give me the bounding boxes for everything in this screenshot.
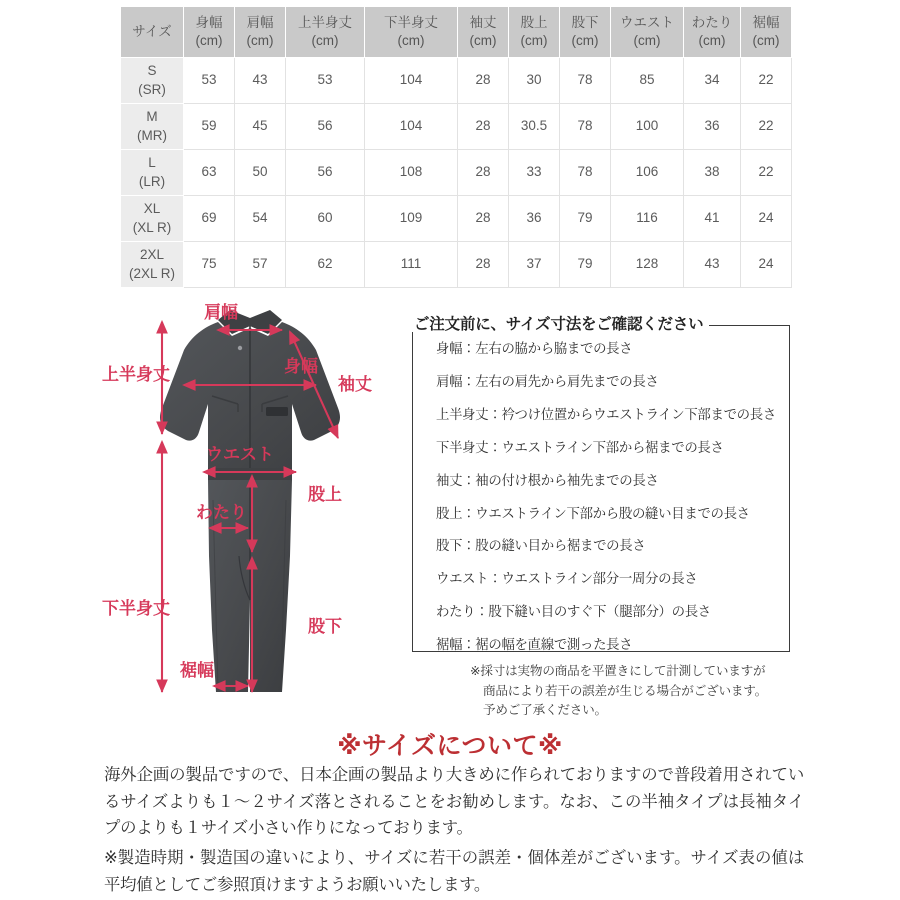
cell-waist: 116 (611, 196, 684, 242)
column-header-line2: (cm) (246, 33, 274, 48)
cell-mihaba: 59 (184, 104, 235, 150)
row-header-size (121, 196, 184, 242)
cell-katahaba: 54 (235, 196, 286, 242)
table-row (121, 104, 792, 150)
definition-list (436, 342, 780, 671)
column-header-line2: (cm) (311, 33, 339, 48)
size-chart-header (121, 7, 792, 58)
table-row (121, 150, 792, 196)
cell-waist: 85 (611, 58, 684, 104)
cell-matagami: 33 (509, 150, 560, 196)
table-header-row (121, 7, 792, 58)
column-header-line1: 裾幅 (752, 14, 780, 30)
column-header-kahanshintake (365, 7, 458, 58)
column-header-johanshintake (286, 7, 365, 58)
cell-mihaba: 69 (184, 196, 235, 242)
cell-johanshintake: 56 (286, 150, 365, 196)
table-row (121, 58, 792, 104)
info-box-title: ご注文前に、サイズ寸法をご確認ください (414, 312, 709, 334)
column-header-susohaba (741, 7, 792, 58)
size-label-primary: M (146, 109, 158, 125)
label-matashita: 股下 (308, 617, 342, 636)
disclaimer-line: 商品により若干の誤差が生じる場合がございます。 (483, 683, 768, 698)
size-label-secondary: (2XL R) (128, 265, 175, 281)
column-header-line1: 股下 (571, 14, 599, 30)
column-header-matagami (509, 7, 560, 58)
row-header-size (121, 58, 184, 104)
column-header-watari (684, 7, 741, 58)
label-watari: わたり (196, 503, 247, 522)
size-chart-body (121, 58, 792, 288)
size-chart-table (120, 6, 792, 288)
cell-susohaba: 24 (741, 196, 792, 242)
size-chart-table-container (120, 6, 785, 288)
label-susohaba: 裾幅 (180, 661, 214, 680)
column-header-line2: (cm) (698, 33, 726, 48)
column-header-katahaba (235, 7, 286, 58)
cell-mihaba: 63 (184, 150, 235, 196)
cell-watari: 38 (684, 150, 741, 196)
cell-susohaba: 22 (741, 58, 792, 104)
cell-matashita: 79 (560, 196, 611, 242)
size-label-secondary: (XL R) (132, 219, 172, 235)
column-header-sodetake (458, 7, 509, 58)
cell-waist: 128 (611, 242, 684, 288)
column-header-mihaba (184, 7, 235, 58)
measurement-definitions-box (408, 312, 790, 652)
about-size-note: ※製造時期・製造国の違いにより、サイズに若干の誤差・個体差がございます。サイズ表の値は平均値としてご参照頂けますようお願いいたします。 (104, 849, 804, 894)
cell-johanshintake: 53 (286, 58, 365, 104)
cell-sodetake: 28 (458, 196, 509, 242)
size-label-primary: 2XL (139, 247, 165, 263)
cell-susohaba: 24 (741, 242, 792, 288)
cell-matashita: 78 (560, 150, 611, 196)
cell-johanshintake: 56 (286, 104, 365, 150)
label-sodetake: 袖丈 (338, 375, 372, 394)
definition-item: 肩幅：左右の肩先から肩先までの長さ (436, 373, 659, 389)
cell-johanshintake: 62 (286, 242, 365, 288)
column-header-line1: ウエスト (620, 14, 674, 30)
garment-measurement-diagram (100, 300, 400, 705)
definition-item: 上半身丈：衿つけ位置からウエストライン下部までの長さ (436, 406, 776, 422)
cell-watari: 34 (684, 58, 741, 104)
column-header-line1: サイズ (132, 23, 172, 39)
cell-watari: 43 (684, 242, 741, 288)
cell-matagami: 30 (509, 58, 560, 104)
column-header-line2: (cm) (520, 33, 548, 48)
definition-item: 股上：ウエストライン下部から股の縫い目までの長さ (436, 505, 750, 521)
size-label-primary: S (147, 63, 157, 79)
column-header-line1: わたり (691, 14, 733, 30)
cell-kahanshintake: 108 (365, 150, 458, 196)
disclaimer-line: ※採寸は実物の商品を平置きにして計測していますが (470, 664, 766, 678)
size-label-secondary: (LR) (138, 173, 166, 189)
definition-item: 下半身丈：ウエストライン下部から裾までの長さ (436, 439, 724, 455)
cell-sodetake: 28 (458, 242, 509, 288)
cell-matagami: 30.5 (509, 104, 560, 150)
cell-mihaba: 75 (184, 242, 235, 288)
column-header-line1: 下半身丈 (384, 14, 438, 30)
cell-katahaba: 50 (235, 150, 286, 196)
cell-waist: 100 (611, 104, 684, 150)
cell-johanshintake: 60 (286, 196, 365, 242)
about-size-body: 海外企画の製品ですので、日本企画の製品より大きめに作られておりますので普段着用されているサイズよりも１～２サイズ落とされることをお勧めします。なお、この半袖タイプは長袖タイプのよりも１サイズ小さい作りになっております。 (104, 766, 804, 838)
size-label-primary: XL (143, 201, 161, 217)
cell-waist: 106 (611, 150, 684, 196)
row-header-size (121, 104, 184, 150)
cell-kahanshintake: 111 (365, 242, 458, 288)
table-row (121, 196, 792, 242)
cell-mihaba: 53 (184, 58, 235, 104)
cell-matashita: 79 (560, 242, 611, 288)
column-header-line2: (cm) (752, 33, 780, 48)
row-header-size (121, 150, 184, 196)
column-header-line2: (cm) (469, 33, 497, 48)
disclaimer-line: 予めご了承ください。 (483, 703, 607, 718)
definition-item: 袖丈：袖の付け根から袖先までの長さ (436, 472, 659, 488)
cell-watari: 41 (684, 196, 741, 242)
label-matagami: 股上 (308, 485, 342, 504)
size-label-secondary: (SR) (138, 81, 166, 97)
cell-matashita: 78 (560, 104, 611, 150)
column-header-line2: (cm) (195, 33, 223, 48)
cell-matagami: 37 (509, 242, 560, 288)
cell-sodetake: 28 (458, 150, 509, 196)
label-johanshintake: 上半身丈 (102, 365, 170, 384)
size-label-secondary: (MR) (137, 127, 167, 143)
label-katahaba: 肩幅 (204, 303, 238, 322)
cell-susohaba: 22 (741, 104, 792, 150)
cell-kahanshintake: 104 (365, 58, 458, 104)
cell-katahaba: 57 (235, 242, 286, 288)
cell-sodetake: 28 (458, 58, 509, 104)
definition-item: 裾幅：裾の幅を直線で測った長さ (436, 637, 633, 653)
column-header-waist (611, 7, 684, 58)
definition-item: ウエスト：ウエストライン部分一周分の長さ (436, 571, 698, 587)
column-header-line1: 身幅 (195, 14, 223, 30)
row-header-size (121, 242, 184, 288)
cell-kahanshintake: 104 (365, 104, 458, 150)
column-header-line1: 股上 (520, 14, 548, 30)
cell-katahaba: 45 (235, 104, 286, 150)
column-header-matashita (560, 7, 611, 58)
column-header-line2: (cm) (571, 33, 599, 48)
definition-item: 股下：股の縫い目から裾までの長さ (436, 538, 646, 554)
cell-watari: 36 (684, 104, 741, 150)
column-header-line1: 袖丈 (469, 14, 497, 30)
cell-matagami: 36 (509, 196, 560, 242)
column-header-line1: 肩幅 (246, 14, 274, 30)
cell-susohaba: 22 (741, 150, 792, 196)
label-waist: ウエスト (206, 445, 274, 464)
about-size-heading: ※サイズについて※ (337, 732, 563, 760)
cell-katahaba: 43 (235, 58, 286, 104)
size-label-primary: L (148, 155, 156, 171)
column-header-line2: (cm) (397, 33, 425, 48)
cell-kahanshintake: 109 (365, 196, 458, 242)
table-row (121, 242, 792, 288)
cell-matashita: 78 (560, 58, 611, 104)
definition-item: 身幅：左右の脇から脇までの長さ (436, 341, 633, 356)
column-header-line2: (cm) (633, 33, 661, 48)
cell-sodetake: 28 (458, 104, 509, 150)
label-kahanshintake: 下半身丈 (102, 599, 170, 618)
column-header-line1: 上半身丈 (298, 14, 352, 30)
definition-item: わたり：股下縫い目のすぐ下（腿部分）の長さ (436, 604, 711, 620)
column-header-size (121, 7, 184, 58)
label-mihaba: 身幅 (284, 357, 318, 376)
